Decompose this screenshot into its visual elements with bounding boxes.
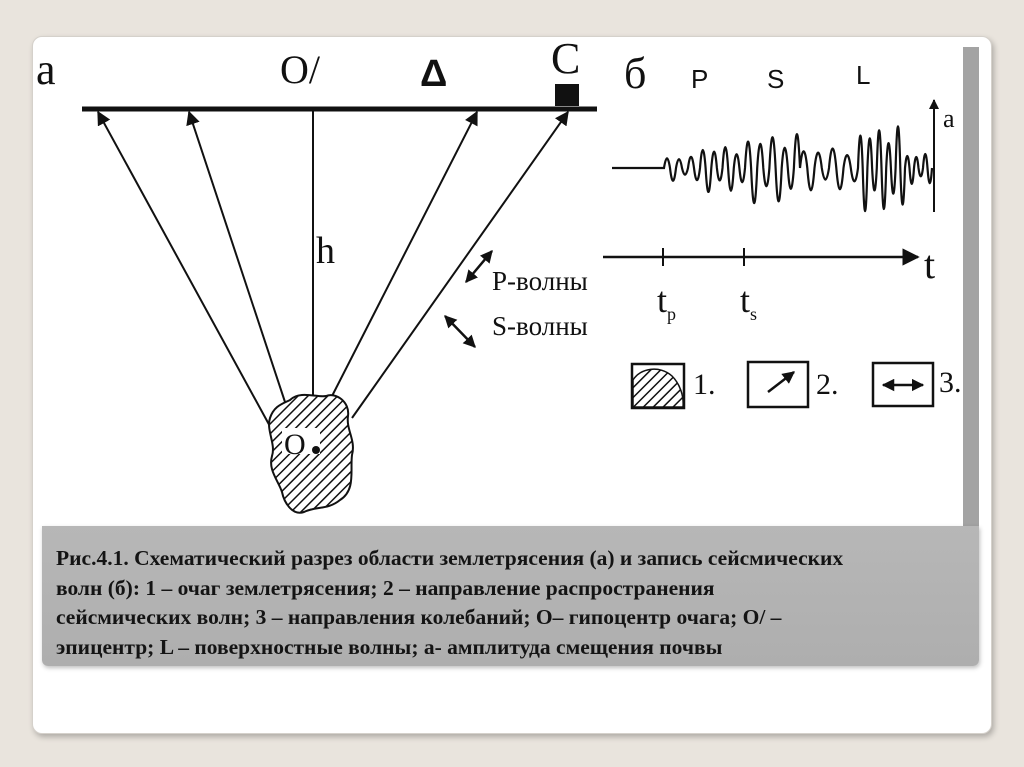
tp-main: t: [657, 280, 668, 320]
ts-main: t: [740, 280, 751, 320]
panel-a-label: а: [36, 45, 56, 94]
ray-2: [189, 112, 285, 402]
p-waves-label: Р-волны: [492, 266, 588, 296]
seismogram-trace: [612, 126, 932, 211]
tp-label: [657, 282, 676, 323]
tp-sub: p: [667, 304, 677, 325]
ray-3: [330, 112, 477, 400]
s-waves-label: S-волны: [492, 311, 588, 341]
p-phase-label: P: [691, 64, 709, 94]
time-axis-label: t: [924, 242, 936, 287]
amplitude-axis-label: a: [943, 104, 955, 133]
s-phase-label: S: [767, 64, 785, 94]
legend-label-2: 2.: [816, 368, 839, 401]
ray-1: [98, 112, 272, 430]
l-phase-label: L: [856, 60, 871, 90]
panel-b-label: б: [624, 49, 647, 98]
p-wave-arrow-icon: [466, 251, 492, 282]
caption-line-1: Рис.4.1. Схематический разрез области землетрясения (а) и запись сейсмических: [56, 546, 844, 570]
caption-line-2: волн (б): 1 – очаг землетрясения; 2 – направление распространения: [56, 575, 715, 600]
caption-line-3: сейсмических волн; 3 – направления колебаний; О– гипоцентр очага; О/ –: [56, 605, 782, 629]
figure-caption: [56, 544, 976, 662]
ts-sub: s: [750, 304, 758, 325]
depth-label: h: [316, 230, 335, 272]
legend-label-3: 3.: [939, 366, 962, 399]
hypocenter-dot: [312, 446, 320, 454]
station-label: C: [551, 34, 581, 83]
legend-label-1: 1.: [693, 368, 716, 401]
epicenter-label: [280, 47, 320, 92]
ts-label: [740, 282, 757, 323]
s-wave-arrow-icon: [445, 316, 475, 347]
caption-line-4: эпицентр; L – поверхностные волны; а- амплитуда смещения почвы: [56, 634, 723, 659]
epicenter-text: O/: [280, 47, 320, 92]
station-marker: [555, 84, 579, 106]
hypocenter-label: O: [284, 428, 306, 461]
ray-4: [352, 112, 568, 418]
delta-label: Δ: [420, 53, 448, 95]
